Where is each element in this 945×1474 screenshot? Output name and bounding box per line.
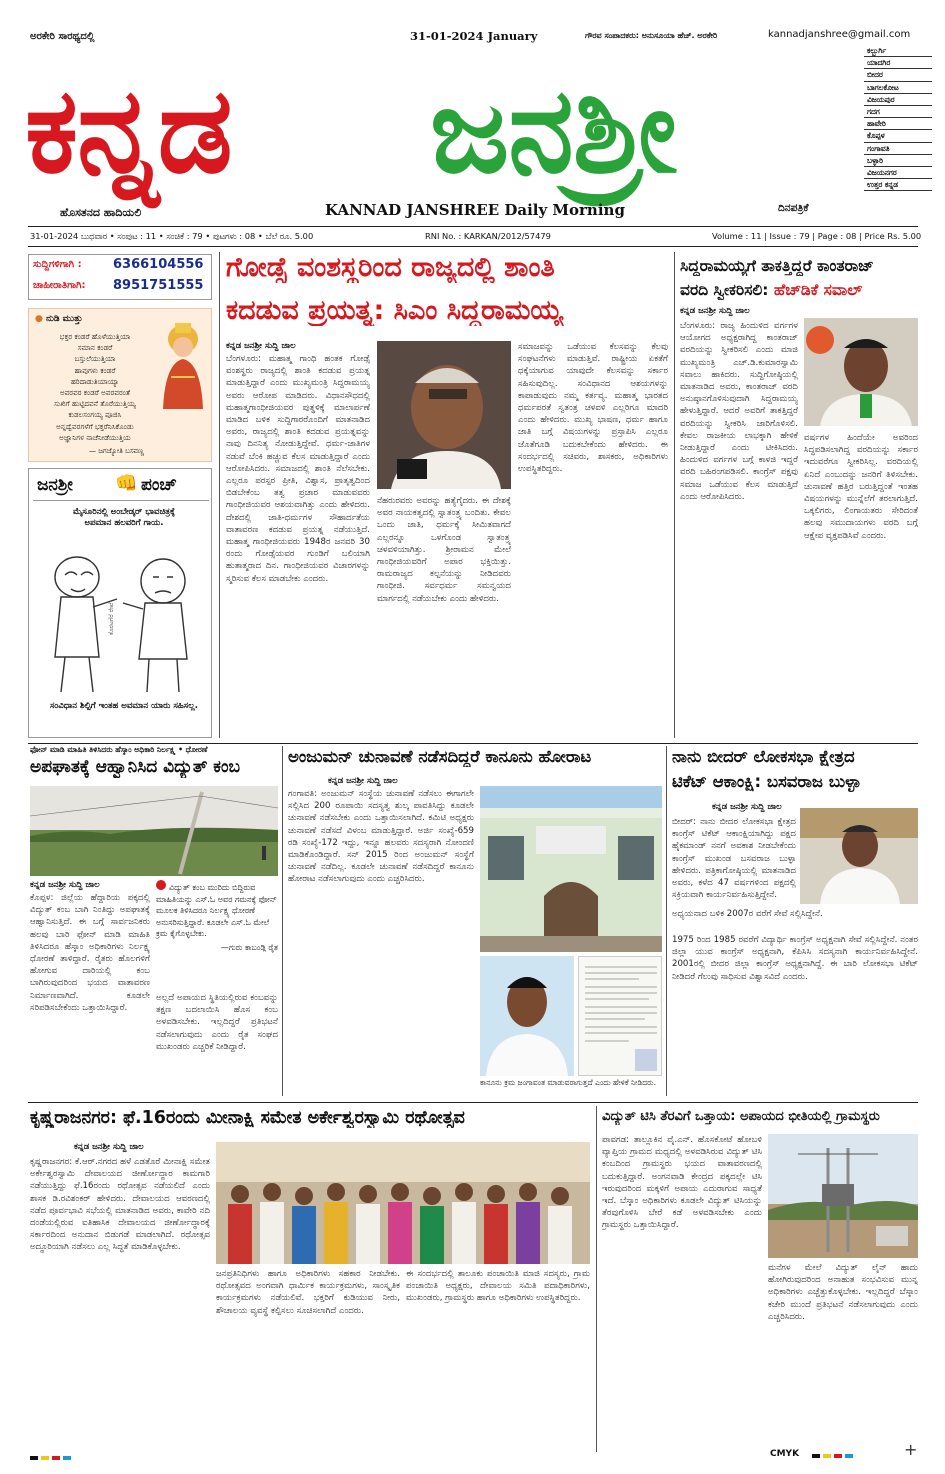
lead-byline: ಕನ್ನಡ ಜನಶ್ರೀ ಸುದ್ದಿ ಜಾಲ (226, 341, 296, 351)
masthead-english-title: KANNAD JANSHREE Daily Morning (325, 201, 625, 219)
basavaraj-headline-1: ನಾನು ಬೀದರ್ ಲೋಕಸಭಾ ಕ್ಷೇತ್ರದ (672, 748, 855, 766)
cartoon-caption-bottom: ಸಂವಿಧಾನ ಶಿಲ್ಪಿಗೆ ಇಂತಹ ಅವಮಾನ ಯಾರು ಸಹಿಸಲ್ಲ. (50, 701, 198, 711)
issue-line-left: 31-01-2024 ಬುಧವಾರ • ಸಂಪುಟ : 11 • ಸಂಚಿಕೆ : 79 • ಪುಟಗಳು : 08 • ಬೆಲೆ ರೂ. 5.00 (30, 231, 314, 241)
accident-body: ಕೊಪ್ಪಳ: ಜಿಲ್ಲೆಯ ಹೆದ್ದಾರಿಯ ಪಕ್ಕದಲ್ಲಿ ವಿದ್ಯುತ್ ಕಂಬ ಬಾಗಿ ನಿಂತಿದ್ದು ಅಪಘಾತಕ್ಕೆ ಆಹ್ವಾನಿಸುತ್ತಿದೆ. ಈ ಬಗ್ಗೆ ಸಾರ್ವಜನಿಕರು ಹಲವು ಬಾರಿ ಫೋನ್ ಮಾಡಿ ಮಾಹಿತಿ ತಿಳಿಸಿದರೂ ಹೆಸ್ಕಾಂ ಅಧಿಕಾರಿಗಳು ನಿರ್ಲಕ್ಷ್ಯ ಧೋರಣೆ ತಾಳಿದ್ದಾರೆ. ರೈತರು ಹೊಲಗಳಿಗೆ ಹೋಗುವ ದಾರಿಯಲ್ಲಿ ಕಂಬ ಬಾಗಿರುವುದರಿಂದ ಭಯದ ವಾತಾವರಣ ನಿರ್ಮಾಣವಾಗಿದೆ. ಕೂಡಲೇ ಸರಿಪಡಿಸಬೇಕೆಂದು ಒತ್ತಾಯಿಸಿದ್ದಾರೆ. (30, 893, 150, 1013)
accident-quote-author: —ಗುರು ಕಾಬಂಡ್ಗಿ ರೈತ (220, 942, 278, 952)
district-item: ಬಳ್ಳಾರಿ (864, 155, 932, 167)
siddaramaiah-photo (377, 341, 511, 489)
anjuman-document-photo (578, 956, 662, 1076)
district-item: ಗದಗ (864, 106, 932, 118)
basavaraj-body-top: ಬೀದರ್: ನಾನು ಬೀದರ ಲೋಕಸಭಾ ಕ್ಷೇತ್ರದ ಕಾಂಗ್ರೆಸ್ ಟಿಕೆಟ್ ಆಕಾಂಕ್ಷಿಯಾಗಿದ್ದು ಪಕ್ಷದ ಹೈಕಮಾಂಡ್ ನನಗೆ ಅವಕಾಶ ನೀಡಬೇಕೆಂದು ಕಾಂಗ್ರೆಸ್ ಮುಖಂಡ ಬಸವರಾಜ ಬುಳ್ಳಾ ಹೇಳಿದರು. ಪತ್ರಿಕಾಗೋಷ್ಠಿಯಲ್ಲಿ ಮಾತನಾಡಿದ ಅವರು, ಕಳೆದ 47 ವರ್ಷಗಳಿಂದ ಪಕ್ಷದಲ್ಲಿ ಸಕ್ರಿಯವಾಗಿ ಕಾರ್ಯನಿರ್ವಹಿಸುತ್ತಿದ್ದೇನೆ. (672, 817, 796, 901)
anjuman-building-photo (480, 786, 662, 952)
krishnaraj-byline: ಕನ್ನಡ ಜನಶ್ರೀ ಸುದ್ದಿ ಜಾಲ (74, 1142, 144, 1152)
bullet-icon: ● (35, 314, 43, 324)
cartoon-illustration-icon (35, 547, 207, 697)
quote-line: ಸಮಾನ ಕಂಡರೆ (77, 343, 113, 353)
basavaraj-body-mid: ಅಧ್ಯಯನಾದ ಬಳಿಕ 2007ರ ವರೆಗೆ ಸೇವೆ ಸಲ್ಲಿಸಿದ್ದೇನೆ. (672, 909, 823, 919)
district-item: ವಿಜಯಪುರ (864, 94, 932, 106)
quote-line: ಭಕ್ತರ ಕಂಡರೆ ಹೊಳೆಯುತ್ತಿಯಾ (59, 332, 131, 341)
anjuman-body: ಗಂಗಾವತಿ: ಅಂಜುಮನ್ ಸಂಸ್ಥೆಯ ಚುನಾವಣೆ ನಡೆಸಲು ಈಗಾಗಲೇ ಸಲ್ಲಿಸಿದ 200 ರೂಪಾಯಿ ಸದಸ್ಯತ್ವ ಶುಲ್ಕ ಪಾವತಿಸಿದ್ದು ಕೂಡಲೇ ಚುನಾವಣೆ ನಡೆಸಬೇಕು ಎಂದು ಒತ್ತಾಯಿಸಲಾಗಿದೆ. ಕಮಿಟಿ ಅಧ್ಯಕ್ಷರು ಚುನಾವಣೆ ನಡೆಸದೆ ವಿಳಂಬ ಮಾಡುತ್ತಿದ್ದಾರೆ. ಅರ್ಜಿ ಸಂಖ್ಯೆ-659 ರಡಿ ಸಂಖ್ಯೆ-172 ಇದ್ದು, ಇನ್ನೂ ಹಲವರು ಸದಸ್ಯರಾಗಿ ನೋಂದಣಿ ಮಾಡಿಕೊಂಡಿದ್ದಾರೆ. ಸನ್ 2015 ರಿಂದ ಅಂಜುಮನ್ ಸಂಸ್ಥೆಗೆ ಚುನಾವಣೆ ನಡೆದಿಲ್ಲ. ಕೂಡಲೇ ಚುನಾವಣೆ ನಡೆಸದಿದ್ದರೆ ಕಾನೂನು ಹೋರಾಟ ನಡೆಸಲಾಗುವುದು ಎಂದು ಎಚ್ಚರಿಸಿದರು. (288, 789, 474, 885)
quote-line: ಅವರವರ ಕಂಡರೆ ಅವರವರಂತೆ (59, 388, 131, 398)
lead-headline-1: ಗೋಡ್ಸೆ ವಂಶಸ್ಥರಿಂದ ರಾಜ್ಯದಲ್ಲಿ ಶಾಂತಿ (226, 252, 555, 283)
basavaraj-photo (800, 808, 918, 904)
cmyk-label: CMYK (770, 1449, 800, 1459)
quote-line: ಬಸ್ತುಲೆಯುತ್ತಿಯಾ (74, 354, 116, 364)
lead-body-col3: ಸಮಾಜವನ್ನು ಒಡೆಯುವ ಕೆಲಸವನ್ನು ಕೆಲವು ಸಂಘಟನೆಗಳು ಮಾಡುತ್ತಿವೆ. ರಾಷ್ಟ್ರೀಯ ಏಕತೆಗೆ ಧಕ್ಕೆಯಾಗುವ ಯಾವುದೇ ಕೆಲಸವನ್ನು ಸರ್ಕಾರ ಸಹಿಸುವುದಿಲ್ಲ. ಸಂವಿಧಾನದ ಆಶಯಗಳನ್ನು ಕಾಪಾಡುವುದು ನಮ್ಮ ಕರ್ತವ್ಯ. ಮಹಾತ್ಮ ಭಾರತದ ಧರ್ಮಪರತೆ ಸ್ವತಂತ್ರ ಚಳವಳಿ ಎಲ್ಲರಿಗೂ ಮಾದರಿ ಎಂದು ಹೇಳಿದರು. ಮುಖ್ಯ ಭಾಷಣ, ಧರ್ಮ ಹಾಗೂ ಜಾತಿ ಬಗ್ಗೆ ವಿಷಯಗಳನ್ನು ಪ್ರಸ್ತಾಪಿಸಿ ಎಲ್ಲರೂ ಜೊತೆಗೂಡಿ ಬದುಕಬೇಕೆಂದು ಹೇಳಿದರು. ಈ ಸಂದರ್ಭದಲ್ಲಿ ಸಚಿವರು, ಶಾಸಕರು, ಅಧಿಕಾರಿಗಳು ಉಪಸ್ಥಿತರಿದ್ದರು. (518, 342, 668, 475)
krishnaraj-headline: ಕೃಷ್ಣರಾಜನಗರ: ಫೆ.16ರಂದು ಮೀನಾಕ್ಷಿ ಸಮೇತ ಅರ್ಕೇಶ್ವರಸ್ವಾಮಿ ರಥೋತ್ಸವ (30, 1108, 465, 1128)
masthead-title-red: ಕನ್ನಡ (25, 61, 232, 199)
lead-body-right: ನೆಹರುರವರು ಅವರನ್ನು ಹತ್ಯೆಗೈದರು. ಈ ದೇಶಕ್ಕೆ ಅವರ ನಾಯಕತ್ವದಲ್ಲಿ ಸ್ವಾತಂತ್ರ್ಯ ಬಂದಿತು. ಕೇವಲ ಒಂದು ಜಾತಿ, ಧರ್ಮಕ್ಕೆ ಸೀಮಿತವಾಗದೆ ಎಲ್ಲರನ್ನೂ ಒಳಗೊಂಡ ಸ್ವಾತಂತ್ರ್ಯ ಚಳವಳಿಯಾಗಿತ್ತು. ಶ್ರೀರಾಮನ ಮೇಲೆ ಗಾಂಧೀಜಿಯವರಿಗೆ ಅಪಾರ ಭಕ್ತಿಯಿತ್ತು. ರಾಮರಾಜ್ಯದ ಕಲ್ಪನೆಯನ್ನು ನೀಡಿದವರು ಗಾಂಧೀಜಿ. ಸರ್ವಧರ್ಮ ಸಮನ್ವಯದ ಮಾರ್ಗದಲ್ಲಿ ನಡೆಯಬೇಕು ಎಂದು ಹೇಳಿದರು. (377, 496, 511, 604)
district-item: ಬಾಗಲಕೋಟ (864, 82, 932, 94)
color-bar-right (812, 1454, 853, 1458)
quote-lines (35, 331, 155, 443)
krishnaraj-group-photo (216, 1142, 590, 1264)
district-list (864, 45, 932, 191)
anjuman-person-photo (480, 956, 574, 1076)
electric-headline: ವಿದ್ಯುತ್ ಟಿಸಿ ತೆರವಿಗೆ ಒತ್ತಾಯ: ಅಪಾಯದ ಭೀತಿಯಲ್ಲಿ ಗ್ರಾಮಸ್ಥರು (602, 1110, 880, 1124)
district-item: ಕಲ್ಬುರ್ಗಿ (864, 45, 932, 57)
district-item: ಹಾವೇರಿ (864, 118, 932, 130)
cartoon-caption-top: ಮೈಸೂರಿನಲ್ಲಿ ಅಂಬೇಡ್ಕರ್ ಭಾವಚಿತ್ರಕ್ಕೆ ಅಪಮಾನ ಹಲವರಿಗೆ ಗಾಯ. (72, 507, 176, 528)
accident-headline: ಅಪಘಾತಕ್ಕೆ ಆಹ್ವಾನಿಸಿದ ವಿದ್ಯುತ್ ಕಂಬ (30, 758, 240, 777)
quote-author: — ಜಗಜ್ಯೋತಿ ಬಸವಣ್ಣ (89, 447, 144, 455)
quote-marker-icon (156, 880, 166, 890)
masthead-daily-label: ದಿನಪತ್ರಿಕೆ (778, 202, 809, 214)
transformer-photo (768, 1134, 918, 1258)
lead-body-left: ಬೆಂಗಳೂರು: ಮಹಾತ್ಮ ಗಾಂಧಿ ಹಂತಕ ಗೋಡ್ಸೆ ವಂಶಸ್ಥರು ರಾಜ್ಯದಲ್ಲಿ ಶಾಂತಿ ಕದಡುವ ಪ್ರಯತ್ನ ಮಾಡುತ್ತಿದ್ದಾರೆ ಎಂದು ಮುಖ್ಯಮಂತ್ರಿ ಸಿದ್ದರಾಮಯ್ಯ ಅವರು ಆರೋಪ ಮಾಡಿದರು. ವಿಧಾನಸೌಧದಲ್ಲಿ ಮಹಾತ್ಮಗಾಂಧೀಜಿಯವರ ಪುತ್ಥಳಿಕ್ಕೆ ಮಾಲಾರ್ಪಣೆ ಮಾಡಿದ ಬಳಿಕ ಸುದ್ದಿಗಾರರೊಂದಿಗೆ ಮಾತನಾಡಿದ ಅವರು, ರಾಜ್ಯದಲ್ಲಿ ಶಾಂತಿ ಕದಡುವ ಪ್ರಯತ್ನವನ್ನು ನಾವು ದಿನನಿತ್ಯ ನೋಡುತ್ತಿದ್ದೇವೆ. ಧರ್ಮ-ಜಾತಿಗಳ ನಡುವೆ ಬೆಂಕಿ ಹಚ್ಚುವ ಕೆಲಸ ಮಾಡುತ್ತಿದ್ದಾರೆ ಎಂದು ಆರೋಪಿಸಿದರು. ಸಮಾಜದಲ್ಲಿ ಶಾಂತಿ ನೆಲೆಸಬೇಕು. ಎಲ್ಲರೂ ಪರಸ್ಪರ ಪ್ರೀತಿ, ವಿಶ್ವಾಸ, ಪ್ರಾತೃತ್ವದಿಂದ ಬಿಡಬೇಕೆಂಬ ತತ್ವ ಪ್ರಚಾರ ಮಾಡುವವರು ಗಾಂಧೀಜಿಯವರ ಆಶಯವಾಗಿತ್ತು ಎಂದು ಹೇಳಿದರು. ದೇಶದಲ್ಲಿ ಜಾತಿ-ಧರ್ಮಗಳ ಸೌಹಾರ್ದತೆಯ ವಾತಾವರಣ ಕದಡುವ ಪ್ರಯತ್ನ ನಡೆಯುತ್ತಿದೆ. ಮಹಾತ್ಮ ಗಾಂಧೀಜಿಯವರು 1948ರ ಜನವರಿ 30 ರಂದು ಗೋಡ್ಸೆಯವರ ಗುಂಡಿಗೆ ಬಲಿಯಾಗಿ ಹುತಾತ್ಮರಾದ ದಿನ. ಗಾಂಧೀಜಿಯವರ ವಿಚಾರಗಳನ್ನು ಸ್ಮರಿಸುವ ಕೆಲಸ ಮಾಡಬೇಕು ಎಂದರು. (226, 354, 370, 584)
basavaraj-body-bottom: 1975 ರಿಂದ 1985 ರವರೆಗೆ ವಿದ್ಯಾರ್ಥಿ ಕಾಂಗ್ರೆಸ್ ಅಧ್ಯಕ್ಷನಾಗಿ ಸೇವೆ ಸಲ್ಲಿಸಿದ್ದೇನೆ. ನಂತರ ಜಿಲ್ಲಾ ಯುವ ಕಾಂಗ್ರೆಸ್ ಅಧ್ಯಕ್ಷನಾಗಿ, ಕೆಪಿಸಿಸಿ ಸದಸ್ಯನಾಗಿ ಕಾರ್ಯನಿರ್ವಹಿಸಿದ್ದೇನೆ. 2001ರಲ್ಲಿ ಬೀದರ ಜಿಲ್ಲಾ ಕಾಂಗ್ರೆಸ್ ಅಧ್ಯಕ್ಷನಾಗಿದ್ದೆ. ಈ ಬಾರಿ ಲೋಕಸಭಾ ಟಿಕೆಟ್ ನೀಡಿದರೆ ಗೆಲುವು ಸಾಧಿಸುವ ವಿಶ್ವಾಸವಿದೆ ಎಂದರು. (672, 935, 918, 982)
district-item: ವಿಜಯನಗರ (864, 167, 932, 179)
news-phone[interactable]: 6366104556 (113, 257, 204, 272)
contact-box (28, 254, 212, 300)
basavaraj-headline-2: ಟಿಕೆಟ್ ಆಕಾಂಕ್ಷಿ: ಬಸವರಾಜ ಬುಳ್ಳಾ (672, 773, 861, 791)
color-bar-left (30, 1456, 71, 1460)
basavaraj-byline: ಕನ್ನಡ ಜನಶ್ರೀ ಸುದ್ದಿ ಜಾಲ (712, 802, 782, 812)
rni-number: RNI No. : KARKAN/2012/57479 (425, 231, 551, 241)
fist-icon: 👊 (115, 473, 138, 494)
quote-line: ಕುಡಲಸಂಗಯ್ಯ ಪೂಜಿಸಿ (68, 410, 122, 420)
masthead-date: 31-01-2024 January (410, 29, 538, 43)
news-label: ಸುದ್ದಿಗಳಿಗಾಗಿ : (33, 259, 82, 270)
krishnaraj-body-mid: ಜನಪ್ರತಿನಿಧಿಗಳು ಹಾಗೂ ಅಧಿಕಾರಿಗಳು ಸಹಕಾರ ನೀಡಬೇಕು. ರಥೋತ್ಸವದ ಅಂಗವಾಗಿ ಧಾರ್ಮಿಕ ಕಾರ್ಯಕ್ರಮಗಳು, ಸಾಂಸ್ಕೃತಿಕ ಕಾರ್ಯಕ್ರಮಗಳು ನಡೆಯಲಿವೆ. ಭಕ್ತರಿಗೆ ಕುಡಿಯುವ ನೀರು, ಶೌಚಾಲಯ ವ್ಯವಸ್ಥೆ ಕಲ್ಪಿಸಲು ಸೂಚಿಸಲಾಗಿದೆ ಎಂದರು. (216, 1269, 400, 1316)
masthead-tagline: ಅರಕೇರಿ ಸಾರಥ್ಯದಲ್ಲಿ (30, 31, 95, 42)
electric-body: ಪಾವಗಡ: ತಾಲ್ಲೂಕಿನ ವೈ.ಎನ್. ಹೊಸಕೋಟೆ ಹೋಬಳಿ ವ್ಯಾಪ್ತಿಯ ಗ್ರಾಮದ ಮಧ್ಯದಲ್ಲಿ ಅಳವಡಿಸಿರುವ ವಿದ್ಯುತ್ ಟಿಸಿ ಕಂಬದಿಂದ ಗ್ರಾಮಸ್ಥರು ಭಯದ ವಾತಾವರಣದಲ್ಲಿ ಬದುಕುತ್ತಿದ್ದಾರೆ. ಅಂಗನವಾಡಿ ಕೇಂದ್ರದ ಪಕ್ಕದಲ್ಲೇ ಟಿಸಿ ಇರುವುದರಿಂದ ಮಕ್ಕಳಿಗೆ ಅಪಾಯ ಎದುರಾಗುವ ಸಾಧ್ಯತೆ ಇದೆ. ಬೆಸ್ಕಾಂ ಅಧಿಕಾರಿಗಳು ಕೂಡಲೇ ವಿದ್ಯುತ್ ಟಿಸಿಯನ್ನು ತೆರವುಗೊಳಿಸಿ ಬೇರೆ ಕಡೆ ಅಳವಡಿಸಬೇಕು ಎಂದು ಗ್ರಾಮಸ್ಥರು ಒತ್ತಾಯಿಸಿದ್ದಾರೆ. (602, 1135, 762, 1231)
anjuman-byline: ಕನ್ನಡ ಜನಶ್ರೀ ಸುದ್ದಿ ಜಾಲ (328, 776, 398, 786)
svg-text:ಕೊರಟಗೆರೆ ರೇಖೆ: ಕೊರಟಗೆರೆ ರೇಖೆ (108, 602, 115, 635)
accident-byline: ಕನ್ನಡ ಜನಶ್ರೀ ಸುದ್ದಿ ಜಾಲ (30, 880, 100, 890)
anjuman-caption: ಕಾನೂನು ಕ್ರಮ ಜಂಗಾವಂತ ಮಾಡುವರಾಗುತ್ತದೆ ಎಂದು ಹೇಳಿಕೆ ನೀಡಿದರು. (480, 1078, 657, 1087)
quote-line: ಅಜ್ಞಾನಿಗಳ ನಾಚೆನೀಡೆಯುತ್ತಿಯ (59, 432, 131, 442)
electric-body-right: ಮನೆಗಳ ಮೇಲೆ ವಿದ್ಯುತ್ ಲೈನ್ ಹಾದು ಹೋಗಿರುವುದರಿಂದ ಅನಾಹುತ ಸಂಭವಿಸುವ ಮುನ್ನ ಅಧಿಕಾರಿಗಳು ಎಚ್ಚೆತ್ತುಕೊಳ್ಳಬೇಕು. ಇಲ್ಲದಿದ್ದರೆ ಬೆಸ್ಕಾಂ ಕಚೇರಿ ಮುಂದೆ ಪ್ರತಿಭಟನೆ ನಡೆಸಲಾಗುವುದು ಎಂದು ಎಚ್ಚರಿಸಿದರು. (768, 1263, 918, 1322)
district-item: ಬೀದರ (864, 69, 932, 81)
masthead-slogan: ಹೊಸತನದ ಹಾದಿಯಲಿ (60, 206, 142, 219)
kantharaj-byline: ಕನ್ನಡ ಜನಶ್ರೀ ಸುದ್ದಿ ಜಾಲ (680, 306, 750, 316)
punch-label-right: ಪಂಚ್ (141, 475, 177, 495)
krishnaraj-body-right: ಈ ಸಂದರ್ಭದಲ್ಲಿ ತಾಲೂಕು ಪಂಚಾಯಿತಿ ಮಾಜಿ ಸದಸ್ಯರು, ಗ್ರಾಮ ಪಂಚಾಯಿತಿ ಅಧ್ಯಕ್ಷರು, ದೇವಾಲಯ ಸಮಿತಿ ಪದಾಧಿಕಾರಿಗಳು, ಮುಖಂಡರು, ಗ್ರಾಮಸ್ಥರು ಹಾಗೂ ಅಧಿಕಾರಿಗಳು ಉಪಸ್ಥಿತರಿದ್ದರು. (406, 1269, 590, 1304)
district-item: ಉತ್ತರ ಕನ್ನಡ (864, 179, 932, 191)
punch-label-left: ಜನಶ್ರೀ (37, 475, 73, 495)
accident-kicker: ಫೋನ್ ಮಾಡಿ ಮಾಹಿತಿ ತಿಳಿಸಿದರು ಹೆಸ್ಕಾಂ ಅಧಿಕಾರಿ ನಿರ್ಲಕ್ಷ್ಯ • ಧೋರಣೆ (30, 745, 208, 754)
accident-body-bottom: ಅಲ್ಲದೆ ಅಪಾಯದ ಸ್ಥಿತಿಯಲ್ಲಿರುವ ಕಂಬವನ್ನು ತಕ್ಷಣ ಬದಲಾಯಿಸಿ ಹೊಸ ಕಂಬ ಅಳವಡಿಸಬೇಕು. ಇಲ್ಲದಿದ್ದರೆ ಪ್ರತಿಭಟನೆ ನಡೆಸಲಾಗುವುದು ಎಂದು ರೈತ ಸಂಘದ ಮುಖಂಡರು ಎಚ್ಚರಿಕೆ ನೀಡಿದ್ದಾರೆ. (156, 993, 278, 1052)
kumaraswamy-photo (804, 318, 918, 426)
quote-title: ● ನುಡಿ ಮುತ್ತು (35, 314, 83, 324)
anjuman-headline: ಅಂಜುಮನ್ ಚುನಾವಣೆ ನಡೆಸದಿದ್ದರೆ ಕಾನೂನು ಹೋರಾಟ (288, 748, 592, 766)
quote-box (28, 308, 212, 462)
district-item: ಕೊಪ್ಪಳ (864, 130, 932, 142)
masthead-editor: ಗೌರವ ಸಂಪಾದಕರು: ಅನುಸೂಯಾ ಹೆಚ್. ಅರಕೇರಿ (585, 31, 718, 40)
quote-line: ಹಾವುಗಳು ಕಂಡರೆ (74, 365, 116, 375)
ad-phone[interactable]: 8951751555 (113, 278, 204, 293)
basavanna-portrait-icon (157, 319, 209, 409)
ad-label: ಜಾಹೀರಾತಿಗಾಗಿ: (33, 280, 86, 291)
krishnaraj-body-left: ಕೃಷ್ಣರಾಜನಗರ: ಕೆ.ಆರ್.ನಗರದ ಹಳೆ ಎಡತೊರೆ ಮೀನಾಕ್ಷಿ ಸಮೇತ ಅರ್ಕೇಶ್ವರಸ್ವಾಮಿ ದೇವಾಲಯದ ಜೀರ್ಣೋದ್ಧಾರ ಕಾಮಗಾರಿ ನಡೆಯುತ್ತಿದ್ದು ಫೆ.16ರಂದು ರಥೋತ್ಸವ ನಡೆಯಲಿದೆ ಎಂದು ಶಾಸಕ ಡಿ.ರವಿಶಂಕರ್ ಹೇಳಿದರು. ದೇವಾಲಯದ ಆವರಣದಲ್ಲಿ ನಡೆದ ಪೂರ್ವಭಾವಿ ಸಭೆಯಲ್ಲಿ ಮಾತನಾಡಿದ ಅವರು, ಕಾವೇರಿ ನದಿ ದಂಡೆಯಲ್ಲಿರುವ ಐತಿಹಾಸಿಕ ದೇವಾಲಯದ ಜೀರ್ಣೋದ್ಧಾರಕ್ಕೆ ಸರ್ಕಾರದಿಂದ ಅನುದಾನ ಬಿಡುಗಡೆ ಮಾಡಲಾಗಿದೆ. ರಥೋತ್ಸವ ಅದ್ಧೂರಿಯಾಗಿ ನಡೆಸಲು ಎಲ್ಲ ಸಿದ್ಧತೆ ಮಾಡಿಕೊಳ್ಳಬೇಕು. (30, 1157, 210, 1253)
quote-line: ಹರಿದಾಡುತಿಯಾಯ್ಯಾ (70, 376, 120, 386)
district-item: ಯಾದಗಿರ (864, 57, 932, 69)
district-item: ಗಂಗಾವತಿ (864, 143, 932, 155)
masthead-title-green: ಜನಶ್ರೀ (430, 61, 676, 199)
punch-box (28, 468, 212, 738)
accident-quote-box: ವಿದ್ಯುತ್ ಕಂಬ ಮುರಿದು ಬಿದ್ದಿರುವ ಮಾಹಿತಿಯನ್ನು ಎಸ್.ಓ ಅವರ ಗಮನಕ್ಕೆ ಫೋನ್ ಮೂಲಕ ತಿಳಿಸಿದರೂ ನಿರ್ಲಕ್ಷ್ಯ ಧೋರಣೆ ಅನುಸರಿಸುತ್ತಿದ್ದಾರೆ. ಕೂಡಲೇ ಎಸ್.ಓ ಮೇಲೆ ಕ್ರಮ ಕೈಗೊಳ್ಳಬೇಕು. —ಗುರು ಕಾಬಂಡ್ಗಿ ರೈತ (156, 880, 278, 988)
kantharaj-body-right: ವರ್ಷಗಳ ಹಿಂದೆಯೇ ಅವರಿಂದ ಸಿದ್ಧಪಡಿಸಲಾಗಿದ್ದ ವರದಿಯನ್ನು ಸರ್ಕಾರ ಇದುವರೆಗೂ ಸ್ವೀಕರಿಸಿಲ್ಲ. ವರದಿಯಲ್ಲಿ ಏನಿದೆ ಎಂಬುದನ್ನು ಜನರಿಗೆ ತಿಳಿಸಬೇಕು. ಚುನಾವಣೆ ಹತ್ತಿರ ಬರುತ್ತಿದ್ದಂತೆ ಇಂತಹ ವಿಷಯಗಳನ್ನು ಮುನ್ನೆಲೆಗೆ ತರಲಾಗುತ್ತಿದೆ. ಒಕ್ಕಲಿಗರು, ಲಿಂಗಾಯತರು ಸೇರಿದಂತೆ ಹಲವು ಸಮುದಾಯಗಳು ವರದಿ ಬಗ್ಗೆ ಆಕ್ಷೇಪ ವ್ಯಕ್ತಪಡಿಸಿವೆ ಎಂದರು. (804, 433, 918, 541)
kantharaj-headline-1: ಸಿದ್ದರಾಮಯ್ಯಗೆ ತಾಕತ್ತಿದ್ದರೆ ಕಾಂತರಾಜ್ (680, 258, 874, 275)
quote-line: ಅನ್ನದ್ವೆವರಗಳೆಗೆ ಭಕ್ತರೆನಿಸಿಕೊಂಡು (56, 421, 134, 431)
masthead-email[interactable]: kannadjanshree@gmail.com (768, 29, 911, 40)
kantharaj-body: ಬೆಂಗಳೂರು: ರಾಜ್ಯ ಹಿಂದುಳಿದ ವರ್ಗಗಳ ಆಯೋಗದ ಅಧ್ಯಕ್ಷರಾಗಿದ್ದ ಕಾಂತರಾಜ್ ವರದಿಯನ್ನು ಸ್ವೀಕರಿಸಲಿ ಎಂದು ಮಾಜಿ ಮುಖ್ಯಮಂತ್ರಿ ಎಚ್.ಡಿ.ಕುಮಾರಸ್ವಾಮಿ ಸವಾಲು ಹಾಕಿದರು. ಸುದ್ದಿಗೋಷ್ಠಿಯಲ್ಲಿ ಮಾತನಾಡಿದ ಅವರು, ಕಾಂತರಾಜ್ ವರದಿ ಅನುಷ್ಠಾನಗೊಳಿಸುವುದಾಗಿ ಸಿದ್ದರಾಮಯ್ಯ ಹೇಳುತ್ತಿದ್ದಾರೆ. ಆದರೆ ಅವರಿಗೆ ತಾಕತ್ತಿದ್ದರೆ ವರದಿಯನ್ನು ಸ್ವೀಕರಿಸಿ ಜಾರಿಗೊಳಿಸಲಿ. ಕೇವಲ ರಾಜಕೀಯ ಲಾಭಕ್ಕಾಗಿ ಹೇಳಿಕೆ ನೀಡುತ್ತಿದ್ದಾರೆ ಎಂದು ಟೀಕಿಸಿದರು. ಹಿಂದುಳಿದ ವರ್ಗಗಳ ಬಗ್ಗೆ ಕಾಳಜಿ ಇದ್ದರೆ ವರದಿ ಬಹಿರಂಗಪಡಿಸಲಿ. ಕಾಂಗ್ರೆಸ್ ಪಕ್ಷವು ಸಮಾಜ ಒಡೆಯುವ ಕೆಲಸ ಮಾಡುತ್ತಿದೆ ಎಂದು ಆರೋಪಿಸಿದರು. (680, 321, 798, 502)
electric-pole-photo (30, 786, 278, 876)
issue-line-right: Volume : 11 | Issue : 79 | Page : 08 | Price Rs. 5.00 (712, 231, 922, 241)
kantharaj-headline-2: ವರದಿ ಸ್ವೀಕರಿಸಲಿ: ಹೆಚ್‌ಡಿಕೆ ಸವಾಲ್ (680, 282, 863, 299)
lead-headline-2: ಕದಡುವ ಪ್ರಯತ್ನ: ಸಿಎಂ ಸಿದ್ದರಾಮಯ್ಯ (226, 295, 564, 326)
quote-line: ಸುಖಿಗೆ ಹುಟ್ಟಿದವನೆ ತೊರೆಯುತ್ತಿಯ್ಯ (54, 399, 136, 409)
registration-mark-icon: + (904, 1440, 918, 1459)
